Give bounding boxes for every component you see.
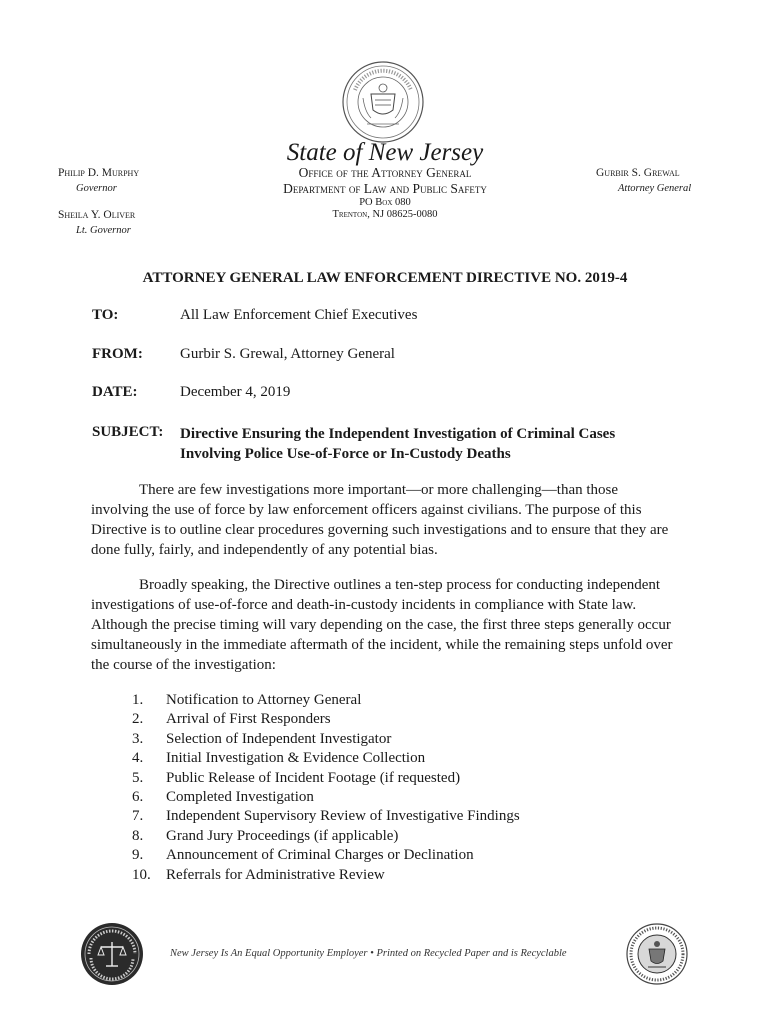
attorney-general-block — [596, 165, 726, 197]
list-item — [132, 730, 520, 749]
list-item — [132, 846, 520, 865]
paragraph-line: the course of the investigation: — [91, 657, 276, 673]
lt-governor-title: Lt. Governor — [76, 225, 131, 236]
step-number: 8. — [132, 827, 144, 844]
list-item — [132, 807, 520, 826]
step-text: Independent Supervisory Review of Investigative Findings — [166, 808, 520, 825]
step-number: 9. — [132, 847, 144, 864]
ag-title: Attorney General — [618, 183, 692, 194]
step-text: Selection of Independent Investigator — [166, 730, 392, 747]
paragraph-line: There are few investigations more important—or more challenging—than those — [139, 482, 619, 498]
step-number: 10. — [132, 866, 151, 883]
state-seal-icon — [341, 60, 425, 144]
state-title: State of New Jersey — [286, 139, 484, 166]
police-seal-icon — [626, 923, 688, 985]
intro-paragraph — [91, 480, 691, 560]
from-label: FROM: — [92, 346, 143, 362]
directive-title: ATTORNEY GENERAL LAW ENFORCEMENT DIRECTIVE NO. 2019-4 — [142, 270, 628, 286]
date-label: DATE: — [92, 384, 138, 400]
list-item — [132, 769, 520, 788]
subject-label: SUBJECT: — [92, 424, 164, 440]
step-text: Public Release of Incident Footage (if requested) — [166, 769, 461, 786]
office-name: Office of the Attorney General — [298, 165, 472, 180]
paragraph-line: Broadly speaking, the Directive outlines a ten-step process for conducting independent — [139, 577, 661, 593]
paragraph-line: done fully, fairly, and independently of any potential bias. — [91, 542, 438, 558]
list-item — [132, 827, 520, 846]
step-text: Announcement of Criminal Charges or Declination — [166, 847, 474, 864]
list-item — [132, 710, 520, 729]
date-value: December 4, 2019 — [180, 384, 291, 400]
list-item — [132, 788, 520, 807]
subject-line: Involving Police Use-of-Force or In-Custody Deaths — [180, 446, 511, 462]
steps-list — [132, 691, 520, 885]
ag-name: Gurbir S. Grewal — [596, 167, 680, 179]
step-number: 7. — [132, 808, 144, 825]
attorney-general-seal-icon — [80, 922, 144, 986]
list-item — [132, 866, 520, 885]
step-number: 2. — [132, 711, 144, 728]
step-text: Notification to Attorney General — [166, 692, 362, 708]
from-value: Gurbir S. Grewal, Attorney General — [180, 346, 395, 362]
step-text: Arrival of First Responders — [166, 711, 331, 728]
subject-line: Directive Ensuring the Independent Investigation of Criminal Cases — [180, 426, 616, 442]
office-block — [230, 165, 540, 221]
subject-value — [180, 424, 660, 464]
step-text: Initial Investigation & Evidence Collection — [166, 750, 426, 767]
po-box: PO Box 080 — [359, 197, 411, 208]
governor-name: Philip D. Murphy — [58, 167, 140, 179]
to-value: All Law Enforcement Chief Executives — [180, 307, 418, 323]
to-label: TO: — [92, 307, 119, 323]
footer-notice: New Jersey Is An Equal Opportunity Employer • Printed on Recycled Paper and is Recyclable — [170, 948, 567, 959]
paragraph-line: Directive is to outline clear procedures governing such investigations and to ensure that they are — [91, 522, 669, 538]
step-number: 1. — [132, 692, 144, 708]
governor-block — [58, 165, 188, 239]
governor-title: Governor — [76, 183, 117, 194]
list-item — [132, 691, 520, 710]
step-text: Grand Jury Proceedings (if applicable) — [166, 827, 399, 844]
paragraph-line: Although the precise timing will vary depending on the case, the first three steps generally occur — [91, 617, 671, 633]
department-name: Department of Law and Public Safety — [283, 181, 487, 196]
paragraph-line: involving the use of force by law enforcement officers against civilians. The purpose of this — [91, 502, 642, 518]
list-item — [132, 749, 520, 768]
city-address: Trenton, NJ 08625-0080 — [332, 209, 438, 220]
paragraph-line: investigations of use-of-force and death-in-custody incidents in compliance with State law. — [91, 597, 637, 613]
step-text: Referrals for Administrative Review — [166, 866, 385, 883]
step-number: 3. — [132, 730, 144, 747]
process-paragraph — [91, 575, 691, 675]
step-text: Completed Investigation — [166, 789, 314, 806]
lt-governor-name: Sheila Y. Oliver — [58, 209, 136, 221]
step-number: 4. — [132, 750, 144, 767]
paragraph-line: simultaneously in the immediate aftermath of the incident, while the remaining steps unfold over — [91, 637, 673, 653]
step-number: 6. — [132, 789, 144, 806]
step-number: 5. — [132, 769, 144, 786]
